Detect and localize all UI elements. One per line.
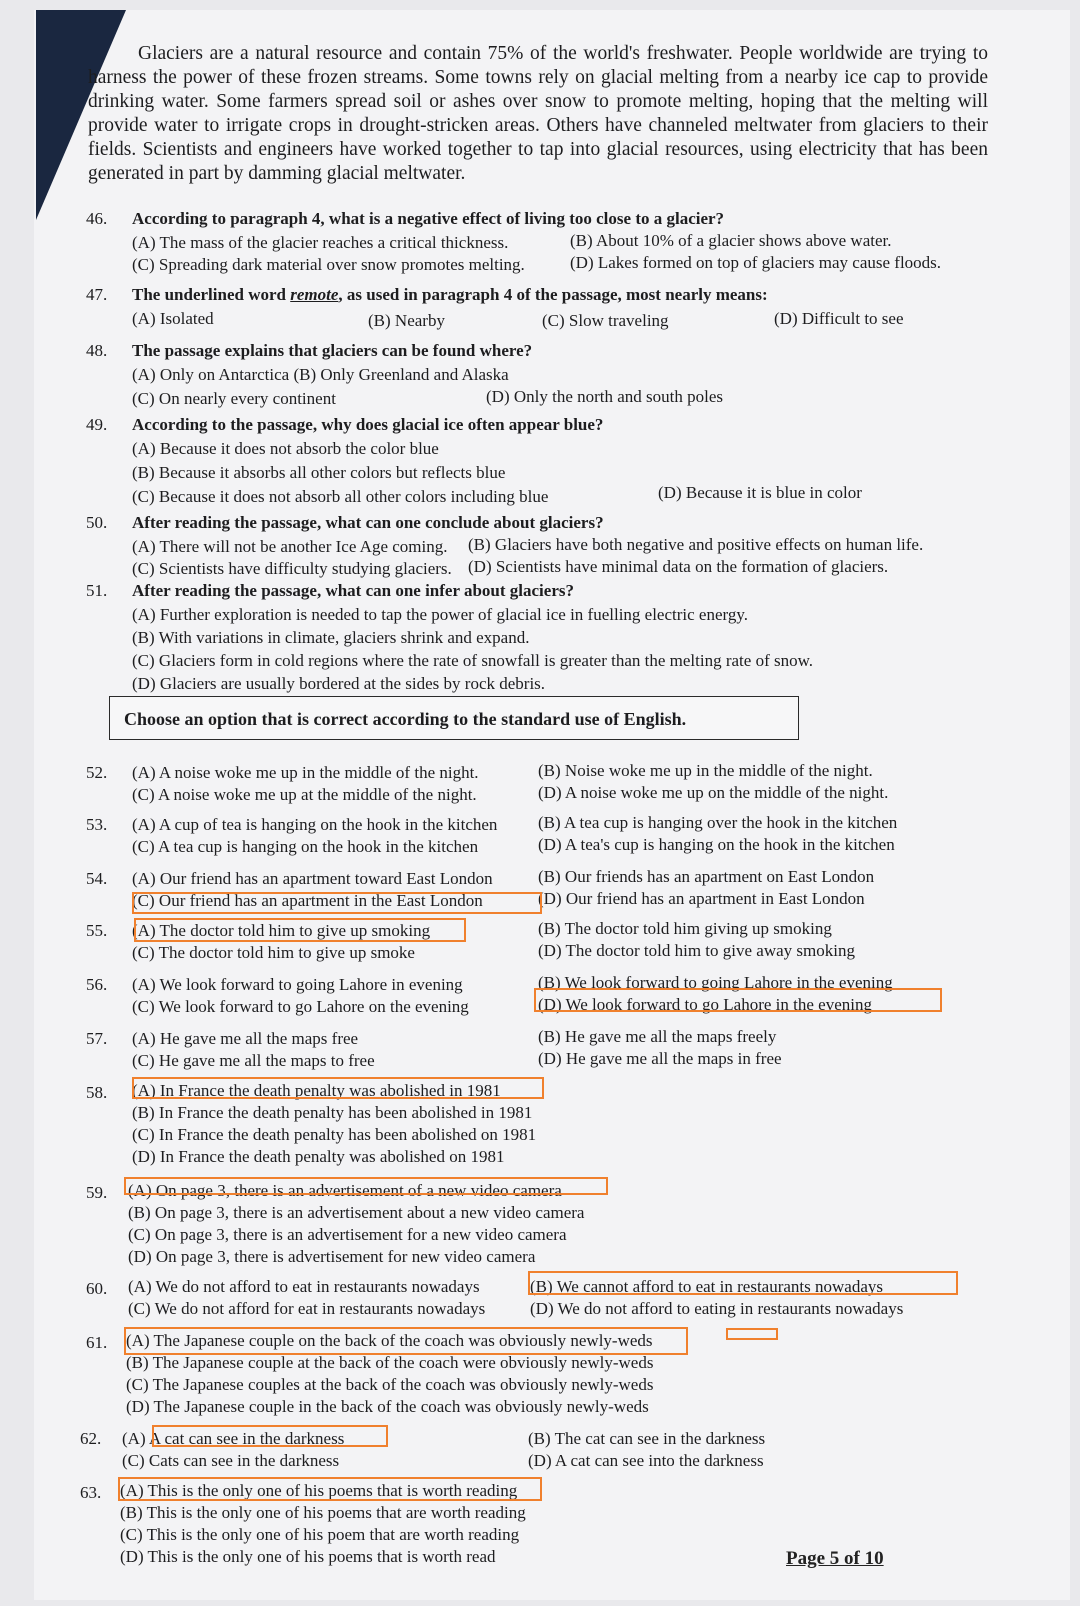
question-61: 61. (A) The Japanese couple on the back of the coach was obviously newly-weds (B) The Japanese couple at the back of the coach were obviously newly-weds (C) The Japanese couples at the back of the coach was obviously newly-weds (D) The Japanese couple in the back of the coach was obviously newly-weds — [86, 1331, 654, 1416]
option-b[interactable]: (B) Noise woke me up in the middle of the night. — [538, 761, 873, 780]
question-text: After reading the passage, what can one conclude about glaciers? — [132, 513, 604, 532]
option-d[interactable]: (D) Difficult to see — [774, 309, 904, 328]
option-b[interactable]: (B) With variations in climate, glaciers shrink and expand. — [132, 628, 530, 647]
option-b[interactable]: (B) We look forward to going Lahore in the evening — [538, 973, 893, 992]
question-62: 62. (A) A cat can see in the darkness (B) The cat can see in the darkness (C) Cats can see in the darkness (D) A cat can see into the darkness — [80, 1429, 766, 1470]
page-number: Page 5 of 10 — [786, 1548, 884, 1569]
option-d[interactable]: (D) Lakes formed on top of glaciers may cause floods. — [570, 253, 942, 272]
question-53: 53. (A) A cup of tea is hanging on the hook in the kitchen (B) A tea cup is hanging over the hook in the kitchen (C) A tea cup is hanging on the hook in the kitchen (D) A tea's cup is hanging on the hook in the kitchen — [86, 813, 898, 856]
question-text: The passage explains that glaciers can be found where? — [132, 341, 533, 360]
option-a[interactable]: (A) There will not be another Ice Age coming. — [132, 537, 448, 556]
option-a[interactable]: (A) The mass of the glacier reaches a critical thickness. — [132, 233, 509, 252]
answer-highlight-62a — [152, 1425, 388, 1447]
question-text: After reading the passage, what can one infer about glaciers? — [132, 581, 574, 600]
option-a[interactable]: (A) Isolated — [132, 309, 214, 328]
section-instruction-box — [109, 696, 799, 740]
option-a[interactable]: (A) He gave me all the maps free — [132, 1029, 359, 1048]
option-d[interactable]: (D) The doctor told him to give away smoking — [538, 941, 855, 960]
option-d[interactable]: (D) We look forward to go Lahore in the evening — [538, 995, 872, 1014]
question-56: 56. (A) We look forward to going Lahore in evening (B) We look forward to going Lahore in the evening (C) We look forward to go Lahore on the evening (D) We look forward to go Lahore in the evening — [86, 973, 893, 1016]
answer-highlight-59a — [124, 1177, 608, 1195]
option-a-b[interactable]: (A) Only on Antarctica (B) Only Greenland and Alaska — [132, 365, 509, 384]
question-60: 60. (A) We do not afford to eat in restaurants nowadays (B) We cannot afford to eat in restaurants nowadays (C) We do not afford for eat in restaurants nowadays (D) We do not afford to eating in restaurants nowadays — [86, 1277, 904, 1318]
option-c[interactable]: (C) Our friend has an apartment in the East London — [132, 891, 483, 910]
option-d[interactable]: (D) Glaciers are usually bordered at the sides by rock debris. — [132, 674, 546, 693]
option-d[interactable]: (D) A noise woke me up on the middle of the night. — [538, 783, 889, 802]
option-c[interactable]: (C) He gave me all the maps to free — [132, 1051, 375, 1070]
answer-highlight-58a — [132, 1077, 544, 1099]
question-52: 52. (A) A noise woke me up in the middle of the night. (B) Noise woke me up in the middle of the night. (C) A noise woke me up at the middle of the night. (D) A noise woke me up on the middle of the night. — [86, 761, 889, 804]
option-c[interactable]: (C) The Japanese couples at the back of the coach was obviously newly-weds — [126, 1375, 654, 1394]
option-d[interactable]: (D) Because it is blue in color — [658, 483, 862, 502]
option-c[interactable]: (C) The doctor told him to give up smoke — [132, 943, 415, 962]
option-d[interactable]: (D) A cat can see into the darkness — [528, 1451, 764, 1470]
answer-highlight-56d — [534, 988, 942, 1012]
option-a[interactable]: (A) A cat can see in the darkness — [122, 1429, 345, 1448]
option-c[interactable]: (C) Spreading dark material over snow promotes melting. — [132, 255, 525, 274]
option-a[interactable]: (A) On page 3, there is an advertisement of a new video camera — [128, 1181, 562, 1200]
option-d[interactable]: (D) Our friend has an apartment in East London — [538, 889, 865, 908]
option-a[interactable]: (A) This is the only one of his poems that is worth reading — [120, 1481, 518, 1500]
option-b[interactable]: (B) Glaciers have both negative and positive effects on human life. — [468, 535, 924, 554]
option-b[interactable]: (B) On page 3, there is an advertisement about a new video camera — [128, 1203, 585, 1222]
option-b[interactable]: (B) Our friends has an apartment on East London — [538, 867, 875, 886]
question-text: According to the passage, why does glacial ice often appear blue? — [132, 415, 604, 434]
underlined-word: remote — [290, 285, 339, 304]
option-c[interactable]: (C) Cats can see in the darkness — [122, 1451, 340, 1470]
option-d[interactable]: (D) He gave me all the maps in free — [538, 1049, 782, 1068]
option-b[interactable]: (B) The doctor told him giving up smoking — [538, 919, 832, 938]
option-a[interactable]: (A) We do not afford to eat in restaurants nowadays — [128, 1277, 480, 1296]
option-a[interactable]: (A) The doctor told him to give up smoking — [132, 921, 431, 940]
question-54: 54. (A) Our friend has an apartment toward East London (B) Our friends has an apartment on East London (C) Our friend has an apartment in the East London (D) Our friend has an apartment in East London — [86, 867, 875, 910]
option-d[interactable]: (D) We do not afford to eating in restaurants nowadays — [530, 1299, 904, 1318]
question-63: 63. (A) This is the only one of his poems that is worth reading (B) This is the only one of his poems that are worth reading (C) This is the only one of his poem that are worth reading (D) This is the only one of his poems that is worth read — [80, 1481, 526, 1566]
option-b[interactable]: (B) We cannot afford to eat in restaurants nowadays — [530, 1277, 883, 1296]
option-c[interactable]: (C) Scientists have difficulty studying glaciers. — [132, 559, 452, 578]
option-c[interactable]: (C) This is the only one of his poem that are worth reading — [120, 1525, 520, 1544]
option-c[interactable]: (C) A tea cup is hanging on the hook in the kitchen — [132, 837, 479, 856]
option-b[interactable]: (B) He gave me all the maps freely — [538, 1027, 777, 1046]
answer-highlight-55a — [134, 918, 466, 942]
option-c[interactable]: (C) We do not afford for eat in restaurants nowadays — [128, 1299, 486, 1318]
option-c[interactable]: (C) Glaciers form in cold regions where the rate of snowfall is greater than the melting rate of snow. — [132, 651, 814, 670]
stray-highlight-mark — [726, 1328, 778, 1340]
answer-highlight-61a — [124, 1327, 688, 1355]
question-49: 49. According to the passage, why does glacial ice often appear blue? (A) Because it does not absorb the color blue (B) Because it absorbs all other colors but reflects blue (C) Because it does not absorb all other colors including blue (D) Because it is blue in color — [86, 415, 862, 506]
option-c[interactable]: (C) On nearly every continent — [132, 389, 336, 408]
option-d[interactable]: (D) In France the death penalty was abolished on 1981 — [132, 1147, 505, 1166]
question-46: 46. According to paragraph 4, what is a negative effect of living too close to a glacier? (A) The mass of the glacier reaches a critical thickness. (B) About 10% of a glacier shows above water. (C) Spreading dark material over snow promotes melting. (D) Lakes formed on top of glaciers may cause floods. — [86, 209, 942, 274]
option-b[interactable]: (B) Because it absorbs all other colors but reflects blue — [132, 463, 506, 482]
option-b[interactable]: (B) About 10% of a glacier shows above water. — [570, 231, 892, 250]
question-47: 47. The underlined word remote, as used in paragraph 4 of the passage, most nearly means: (A) Isolated (B) Nearby (C) Slow traveling (D) Difficult to see — [86, 285, 904, 330]
option-c[interactable]: (C) Because it does not absorb all other colors including blue — [132, 487, 549, 506]
option-d[interactable]: (D) Only the north and south poles — [486, 387, 724, 406]
option-c[interactable]: (C) Slow traveling — [542, 311, 669, 330]
option-a[interactable]: (A) A noise woke me up in the middle of the night. — [132, 763, 479, 782]
question-58: 58. (A) In France the death penalty was abolished in 1981 (B) In France the death penalty has been abolished in 1981 (C) In France the death penalty has been abolished on 1981 (D) In France the death penalty was abolished on 1981 — [86, 1081, 537, 1166]
passage-paragraph: Glaciers are a natural resource and contain 75% of the world's freshwater. People worldwide are trying to harness the power of these frozen streams. Some towns rely on glacial melting from a nearby ice cap to provide drinking water. Some farmers spread soil or ashes over snow to promote melting, hoping that the melting will provide water to irrigate crops in drought-stricken areas. Others have channeled meltwater from glaciers to their fields. Scientists and engineers have worked together to tap into glacial resources, using electricity that has been generated in part by damming glacial meltwater. — [88, 43, 988, 184]
option-a[interactable]: (A) Further exploration is needed to tap the power of glacial ice in fuelling electric energy. — [132, 605, 749, 624]
question-57: 57. (A) He gave me all the maps free (B) He gave me all the maps freely (C) He gave me all the maps to free (D) He gave me all the maps in free — [86, 1027, 782, 1070]
option-d[interactable]: (D) Scientists have minimal data on the formation of glaciers. — [468, 557, 889, 576]
option-b[interactable]: (B) In France the death penalty has been abolished in 1981 — [132, 1103, 533, 1122]
option-b[interactable]: (B) Nearby — [368, 311, 445, 330]
question-50: 50. After reading the passage, what can one conclude about glaciers? (A) There will not be another Ice Age coming. (B) Glaciers have both negative and positive effects on human life. (C) Scientists have difficulty studying glaciers. (D) Scientists have minimal data on the formation of glaciers. — [86, 513, 924, 578]
option-d[interactable]: (D) This is the only one of his poems that is worth read — [120, 1547, 496, 1566]
question-59: 59. (A) On page 3, there is an advertisement of a new video camera (B) On page 3, there is an advertisement about a new video camera (C) On page 3, there is an advertisement for a new video camera (D) On page 3, there is advertisement for new video camera — [86, 1181, 585, 1266]
option-b[interactable]: (B) This is the only one of his poems that are worth reading — [120, 1503, 526, 1522]
option-c[interactable]: (C) On page 3, there is an advertisement for a new video camera — [128, 1225, 567, 1244]
option-c[interactable]: (C) In France the death penalty has been abolished on 1981 — [132, 1125, 537, 1144]
option-b[interactable]: (B) The cat can see in the darkness — [528, 1429, 766, 1448]
option-c[interactable]: (C) A noise woke me up at the middle of the night. — [132, 785, 477, 804]
answer-highlight-54c — [132, 892, 542, 914]
option-a[interactable]: (A) In France the death penalty was abolished in 1981 — [132, 1081, 501, 1100]
question-51: 51. After reading the passage, what can one infer about glaciers? (A) Further exploration is needed to tap the power of glacial ice in fuelling electric energy. (B) With variations in climate, glaciers shrink and expand. (C) Glaciers form in cold regions where the rate of snowfall is greater than the melting rate of snow. (D) Glaciers are usually bordered at the sides by rock debris. — [86, 581, 814, 693]
option-a[interactable]: (A) A cup of tea is hanging on the hook in the kitchen — [132, 815, 498, 834]
option-a[interactable]: (A) We look forward to going Lahore in evening — [132, 975, 463, 994]
option-d[interactable]: (D) A tea's cup is hanging on the hook in the kitchen — [538, 835, 895, 854]
question-55: 55. (A) The doctor told him to give up smoking (B) The doctor told him giving up smoking (C) The doctor told him to give up smoke (D) The doctor told him to give away smoking — [86, 919, 855, 962]
option-b[interactable]: (B) The Japanese couple at the back of the coach were obviously newly-weds — [126, 1353, 654, 1372]
option-a[interactable]: (A) The Japanese couple on the back of the coach was obviously newly-weds — [126, 1331, 653, 1350]
option-d[interactable]: (D) On page 3, there is advertisement for new video camera — [128, 1247, 536, 1266]
option-a[interactable]: (A) Our friend has an apartment toward East London — [132, 869, 493, 888]
option-b[interactable]: (B) A tea cup is hanging over the hook in the kitchen — [538, 813, 898, 832]
question-48: 48. The passage explains that glaciers can be found where? (A) Only on Antarctica (B) Only Greenland and Alaska (C) On nearly every continent (D) Only the north and south poles — [86, 341, 724, 408]
answer-highlight-63a — [118, 1477, 542, 1501]
question-text: According to paragraph 4, what is a negative effect of living too close to a glacier? — [132, 209, 725, 228]
question-text: The underlined word remote, as used in paragraph 4 of the passage, most nearly means: — [132, 285, 768, 304]
option-d[interactable]: (D) The Japanese couple in the back of the coach was obviously newly-weds — [126, 1397, 649, 1416]
section-instruction: Choose an option that is correct according to the standard use of English. — [124, 709, 687, 729]
option-c[interactable]: (C) We look forward to go Lahore on the evening — [132, 997, 469, 1016]
option-a[interactable]: (A) Because it does not absorb the color blue — [132, 439, 439, 458]
answer-highlight-60b — [528, 1271, 958, 1295]
